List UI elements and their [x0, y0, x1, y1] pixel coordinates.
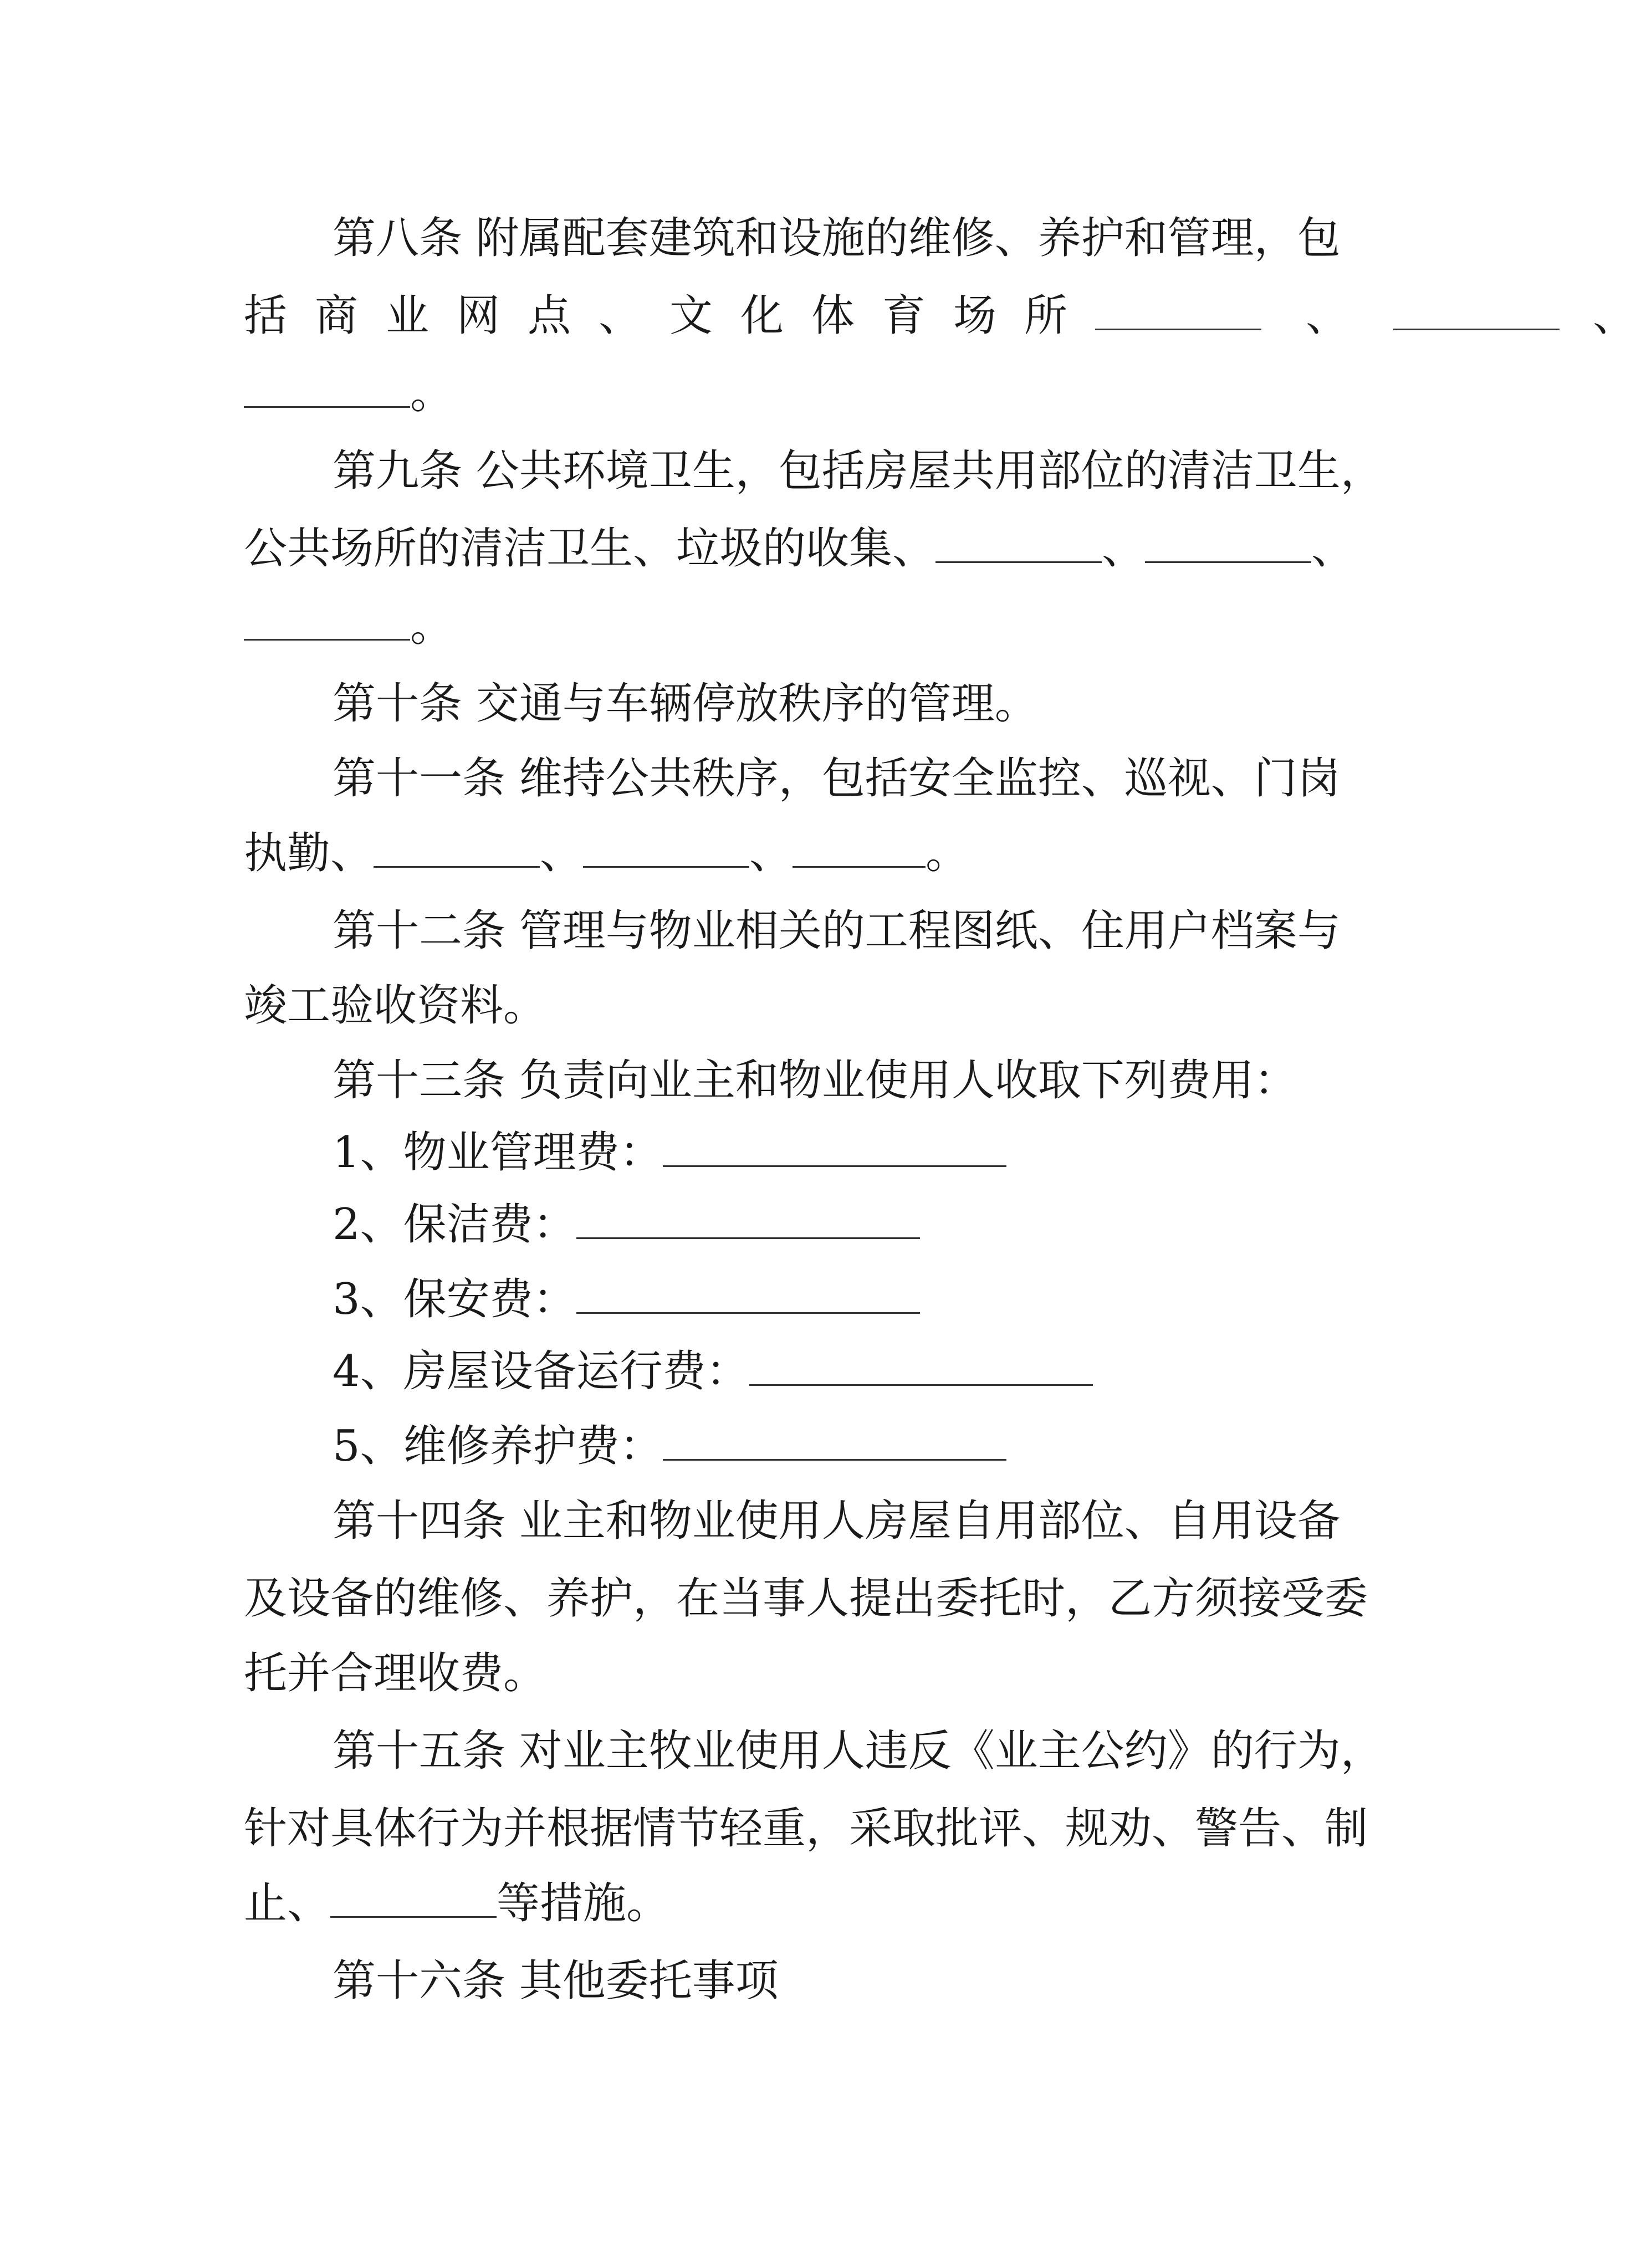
article-15-end: 等措施。 [497, 1878, 670, 1928]
fill-in-blank[interactable] [583, 827, 749, 868]
article-12-text-2: 竣工验收资料。 [244, 981, 547, 1031]
article-15-line-2 [244, 1795, 1368, 1862]
fill-in-blank[interactable] [749, 1345, 1093, 1386]
article-12-line-2 [244, 972, 546, 1039]
article-9-line-1 [333, 438, 1384, 504]
fee-label: 2、保洁费： [333, 1200, 576, 1250]
article-10-text: 第十条 交通与车辆停放秩序的管理。 [333, 679, 1038, 729]
article-12-line-1 [333, 898, 1341, 964]
article-9-line-2 [244, 515, 1354, 582]
fee-label: 5、维修养护费： [333, 1421, 663, 1471]
article-16-text: 第十六条 其他委托事项 [333, 1956, 779, 2006]
fill-in-blank[interactable] [330, 1877, 497, 1918]
article-15-line-3 [244, 1870, 669, 1937]
fill-in-blank[interactable] [374, 827, 540, 868]
fill-in-blank[interactable] [576, 1273, 920, 1314]
article-9-text-2: 公共场所的清洁卫生、垃圾的收集、 [244, 524, 936, 574]
fee-item-2 [333, 1191, 920, 1258]
article-15-text-2: 针对具体行为并根据情节轻重，采取批评、规劝、警告、制 [244, 1804, 1368, 1854]
fill-in-blank[interactable] [576, 1199, 920, 1239]
separator: 、 [1593, 291, 1636, 341]
fee-item-1 [333, 1119, 1006, 1186]
article-11-line-1 [333, 745, 1341, 812]
article-10 [333, 670, 1038, 737]
fee-label: 3、保安费： [333, 1274, 576, 1324]
fee-label: 1、物业管理费： [333, 1128, 663, 1177]
fee-item-3 [333, 1266, 920, 1333]
article-8-line-3 [244, 360, 453, 427]
separator: 、 [749, 828, 793, 878]
article-8-text-2: 括商业网点、文化体育场所 [244, 291, 1096, 341]
fill-in-blank[interactable] [663, 1127, 1006, 1167]
article-11-text-2: 执勤、 [244, 828, 374, 878]
fill-in-blank[interactable] [1393, 290, 1560, 330]
article-15-line-1 [333, 1718, 1384, 1784]
article-12-text: 第十二条 管理与物业相关的工程图纸、住用户档案与 [333, 906, 1341, 956]
fee-item-4 [333, 1338, 1093, 1405]
article-9-line-3 [244, 593, 453, 659]
article-16 [333, 1948, 779, 2014]
article-8-text: 第八条 附属配套建筑和设施的维修、养护和管理，包 [333, 213, 1341, 263]
article-9-text: 第九条 公共环境卫生，包括房屋共用部位的清洁卫生， [333, 446, 1384, 496]
article-15-text-3: 止、 [244, 1878, 331, 1928]
separator: 、 [540, 828, 584, 878]
article-13-text: 第十三条 负责向业主和物业使用人收取下列费用： [333, 1056, 1297, 1105]
fill-in-blank[interactable] [935, 523, 1102, 563]
article-14-text-2: 及设备的维修、养护，在当事人提出委托时，乙方须接受委 [244, 1574, 1368, 1624]
fill-in-blank[interactable] [1095, 290, 1261, 330]
fill-in-blank[interactable] [244, 367, 410, 408]
fill-in-blank[interactable] [1145, 523, 1311, 563]
fill-in-blank[interactable] [663, 1420, 1006, 1461]
article-11-text: 第十一条 维持公共秩序，包括安全监控、巡视、门岗 [333, 754, 1341, 803]
period: 。 [410, 368, 454, 418]
fee-label: 4、房屋设备运行费： [333, 1347, 749, 1396]
separator: 、 [1306, 291, 1349, 341]
article-11-line-2 [244, 820, 969, 887]
fill-in-blank[interactable] [244, 600, 410, 641]
period: 。 [926, 828, 969, 878]
article-14-line-2 [244, 1565, 1368, 1632]
separator: 、 [1311, 524, 1355, 574]
article-13 [333, 1047, 1297, 1114]
period: 。 [410, 601, 454, 651]
article-14-line-3 [244, 1640, 546, 1707]
article-14-line-1 [333, 1488, 1341, 1554]
article-8-line-1 [333, 205, 1341, 272]
article-15-text: 第十五条 对业主牧业使用人违反《业主公约》的行为， [333, 1726, 1384, 1776]
article-8-line-2 [244, 283, 1636, 349]
article-14-text: 第十四条 业主和物业使用人房屋自用部位、自用设备 [333, 1496, 1341, 1546]
fee-item-5 [333, 1413, 1006, 1479]
separator: 、 [1102, 524, 1146, 574]
article-14-text-3: 托并合理收费。 [244, 1648, 547, 1698]
fill-in-blank[interactable] [793, 827, 926, 868]
